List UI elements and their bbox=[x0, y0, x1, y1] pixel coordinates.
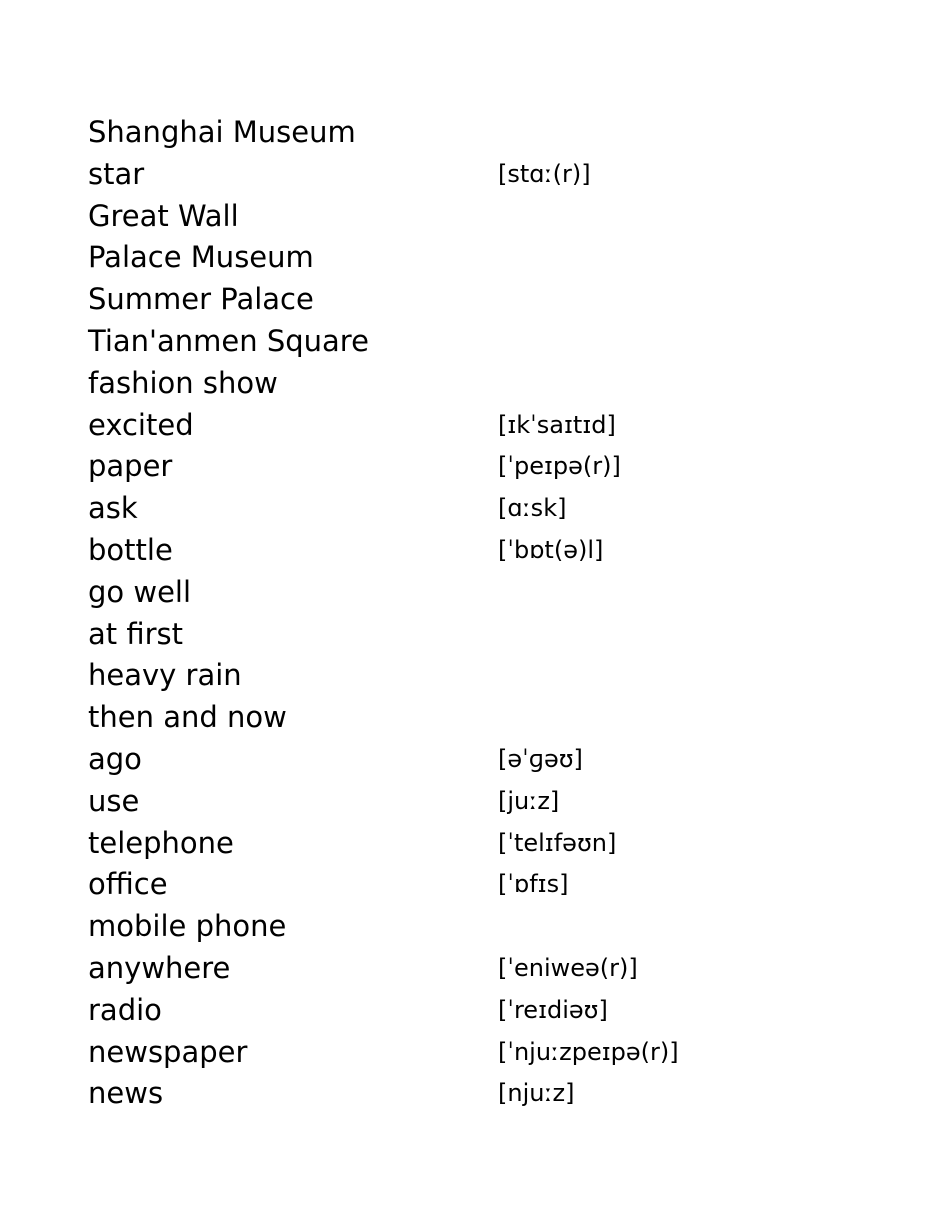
vocab-phonetic: [ɪkˈsaɪtɪd] bbox=[498, 410, 616, 439]
vocab-word: ago bbox=[88, 741, 142, 776]
vocab-row bbox=[88, 906, 868, 948]
vocab-word: Great Wall bbox=[88, 198, 239, 233]
vocab-word: office bbox=[88, 867, 168, 902]
vocab-row bbox=[88, 196, 868, 238]
vocab-phonetic: [ˈeniweə(r)] bbox=[498, 953, 638, 982]
vocab-word: Summer Palace bbox=[88, 282, 314, 317]
vocab-word: telephone bbox=[88, 825, 234, 860]
vocab-row bbox=[88, 990, 868, 1032]
vocab-phonetic: [ˈnjuːzpeɪpə(r)] bbox=[498, 1037, 679, 1066]
vocab-row bbox=[88, 1032, 868, 1074]
vocab-row bbox=[88, 739, 868, 781]
vocab-phonetic: [ˈtelɪfəʊn] bbox=[498, 828, 617, 857]
vocab-row bbox=[88, 1073, 868, 1115]
vocab-word: paper bbox=[88, 449, 173, 484]
vocab-word: mobile phone bbox=[88, 909, 287, 944]
vocab-phonetic: [əˈɡəʊ] bbox=[498, 744, 583, 773]
vocab-word: use bbox=[88, 783, 140, 818]
vocab-word: news bbox=[88, 1076, 164, 1111]
vocab-word: ask bbox=[88, 491, 138, 526]
vocab-word: go well bbox=[88, 574, 192, 609]
vocab-word: excited bbox=[88, 407, 194, 442]
vocab-row bbox=[88, 655, 868, 697]
vocab-row bbox=[88, 363, 868, 405]
vocab-row bbox=[88, 614, 868, 656]
vocab-row bbox=[88, 572, 868, 614]
vocab-phonetic: [njuːz] bbox=[498, 1079, 575, 1108]
vocab-word: Palace Museum bbox=[88, 240, 314, 275]
vocab-row bbox=[88, 279, 868, 321]
vocab-phonetic: [ˈbɒt(ə)l] bbox=[498, 535, 604, 564]
vocab-phonetic: [ˈɒfɪs] bbox=[498, 870, 569, 899]
vocab-row bbox=[88, 488, 868, 530]
vocab-word: fashion show bbox=[88, 365, 278, 400]
vocab-phonetic: [ɑːsk] bbox=[498, 494, 567, 523]
vocab-word: anywhere bbox=[88, 950, 231, 985]
vocabulary-list bbox=[88, 112, 868, 1115]
vocab-phonetic: [juːz] bbox=[498, 786, 560, 815]
vocab-word: then and now bbox=[88, 700, 287, 735]
vocab-phonetic: [ˈpeɪpə(r)] bbox=[498, 452, 621, 481]
vocab-word: Shanghai Museum bbox=[88, 115, 356, 149]
vocab-row bbox=[88, 697, 868, 739]
vocab-row bbox=[88, 237, 868, 279]
vocab-phonetic: [ˈreɪdiəʊ] bbox=[498, 995, 608, 1024]
vocab-row bbox=[88, 321, 868, 363]
vocab-word: Tian'anmen Square bbox=[88, 323, 369, 358]
vocab-row bbox=[88, 405, 868, 447]
vocab-row bbox=[88, 864, 868, 906]
vocab-row bbox=[88, 112, 868, 154]
vocab-row bbox=[88, 781, 868, 823]
vocab-row bbox=[88, 823, 868, 865]
vocab-row bbox=[88, 154, 868, 196]
vocab-word: star bbox=[88, 156, 145, 191]
vocab-word: bottle bbox=[88, 532, 173, 567]
vocab-phonetic: [stɑː(r)] bbox=[498, 159, 591, 188]
vocab-row bbox=[88, 446, 868, 488]
vocab-row bbox=[88, 948, 868, 990]
vocab-row bbox=[88, 530, 868, 572]
vocab-word: newspaper bbox=[88, 1034, 248, 1069]
vocab-word: heavy rain bbox=[88, 658, 242, 693]
vocab-word: radio bbox=[88, 992, 162, 1027]
vocab-word: at first bbox=[88, 616, 184, 651]
